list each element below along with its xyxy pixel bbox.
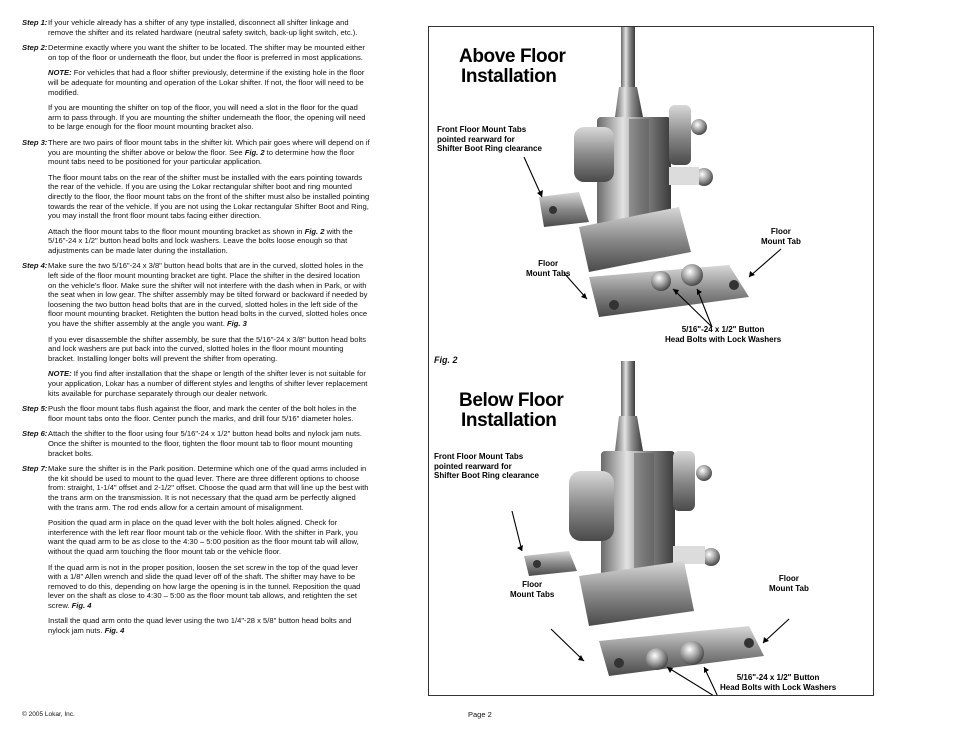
below-bolts-line-1: 5/16"-24 x 1/2" Button: [736, 673, 820, 682]
step-4-label: Step 4:: [22, 261, 48, 271]
above-front-line-2: pointed rearward for: [437, 134, 515, 144]
step-2: [22, 43, 370, 62]
above-tabs-line-1: Floor: [538, 259, 559, 268]
step-4-note-text: If you find after installation that the shape or length of the shifter lever is not suitable for your application, Lokar has a number of different styles and lengths of shifter lever replacement kits available for purchase separately through our dealer network.: [48, 369, 368, 398]
above-bolts-line-1: 5/16"-24 x 1/2" Button: [681, 325, 765, 334]
above-tab-line-1: Floor: [770, 227, 791, 236]
step-3-para-3-a: Attach the floor mount tabs to the floor mount mounting bracket as shown in: [48, 226, 305, 236]
step-4-note: [48, 369, 370, 398]
step-3: [22, 138, 370, 167]
step-7-para-4-ref: Fig. 4: [104, 626, 125, 636]
below-tabs-line-1: Floor: [522, 580, 543, 589]
step-3-para-3-b: with the 5/16"-24 x 1/2" button head bolts and lock washers. Leave the bolts loose enough so that adjustments can be made later during the installation.: [48, 226, 353, 255]
above-tab-line-2: Mount Tab: [761, 236, 801, 246]
below-tabs-line-2: Mount Tabs: [510, 589, 555, 599]
step-3-fig-ref: Fig. 2: [244, 147, 265, 157]
above-floor-heading: [459, 47, 565, 87]
step-4-text: Make sure the two 5/16"-24 x 3/8" button head bolts that are in the curved, slotted holes in the left side of the floor mount mounting bracket are tight. Place the shifter in the desired location on the vehicle's floor. Make sure the shifter will not interfere with the dash when in Park, or with the seat when in low gear. The shifter assembly may be tilted forward or backward if needed by loosening the two button head bolts that are in the curved, slotted holes in the left side of the floor mount mounting bracket. Retighten the button head bolts in the curved, slotted holes once you have the shifter assembly at the angle you want.: [48, 261, 368, 329]
above-heading-line-1: Above Floor: [459, 46, 566, 67]
step-2-note-text: For vehicles that had a floor shifter previously, determine if the existing hole in the floor will be adequate for mounting and operation of the Lokar shifter. If not, the floor will need to be modified.: [48, 68, 365, 97]
below-bolts-callout: [720, 673, 836, 692]
step-5-text: Push the floor mount tabs flush against the floor, and mark the center of the bolt holes in the floor mount tabs onto the floor. Center punch the marks, and drill four 5/16" diameter holes.: [48, 404, 357, 423]
step-1-text: If your vehicle already has a shifter of any type installed, disconnect all shifter linkage and remove the shifter and its related hardware (neutral safety switch, back-up light switch, etc.).: [48, 18, 358, 37]
step-6-text: Attach the shifter to the floor using four 5/16"-24 x 1/2" button head bolts and nylock jam nuts. Once the shifter is mounted to the floor, tighten the floor mount tab to floor mount mounting bracket bolts.: [48, 429, 362, 458]
above-heading-line-2: Installation: [461, 66, 557, 87]
above-floor-mount-tab-callout: [761, 227, 801, 246]
step-7-text: Make sure the shifter is in the Park position. Determine which one of the quad arms included in the kit should be used to mount to the quad lever. There are three different options to choose from: straight, 1-1/4" offset and 2-1/2" offset. Choose the quad arm that will line up the best with the trans arm on the transmission. It is not necessary that the quad arm be perfectly aligned with the trans arm. The rod ends allow for a certain amount of misalignment.: [48, 464, 369, 512]
step-7-para-4: [48, 616, 370, 635]
step-4: [22, 261, 370, 328]
step-2-text: Determine exactly where you want the shifter to be located. The shifter may be mounted either on top of the floor or underneath the floor, but under the floor is preferred in most applications.: [48, 43, 365, 62]
below-heading-line-2: Installation: [461, 410, 557, 431]
below-tab-line-1: Floor: [778, 574, 799, 583]
below-tab-line-2: Mount Tab: [769, 583, 809, 593]
below-front-line-2: pointed rearward for: [434, 461, 512, 471]
step-3-label: Step 3:: [22, 137, 48, 147]
step-7-para-4-a: Install the quad arm onto the quad lever using the two 1/4"-28 x 5/8" button head bolts and nylock jam nuts.: [48, 616, 352, 636]
below-floor-mount-tabs-callout: [510, 580, 554, 599]
step-3-text-b: to determine how the floor mount tabs need to be positioned for your particular application.: [48, 147, 355, 167]
above-bolts-line-2: Head Bolts with Lock Washers: [665, 334, 782, 344]
step-7: [22, 464, 370, 512]
below-bolts-line-2: Head Bolts with Lock Washers: [720, 682, 837, 692]
below-front-line-1: Front Floor Mount Tabs: [434, 452, 524, 461]
below-floor-mount-tab-callout: [769, 574, 809, 593]
above-front-line-1: Front Floor Mount Tabs: [437, 125, 527, 134]
figure-label: Fig. 2: [434, 355, 458, 365]
step-7-para-3-ref: Fig. 4: [71, 600, 92, 610]
step-3-para-3-ref: Fig. 2: [304, 226, 325, 236]
step-6-label: Step 6:: [22, 429, 48, 439]
above-bolts-callout: [665, 325, 781, 344]
step-2-note-label: NOTE:: [48, 68, 72, 78]
below-heading-line-1: Below Floor: [459, 390, 564, 411]
step-3-text-a: There are two pairs of floor mount tabs in the shifter kit. Which pair goes where will depend on if you are mounting the shifter above or below the floor. See: [48, 137, 370, 157]
step-1-label: Step 1:: [22, 18, 48, 27]
step-2-para-2: If you are mounting the shifter on top of the floor, you will need a slot in the floor for the quad arm to pass through. If you are mounting the shifter underneath the floor, the opening will need to be large enough for the floor mount mounting bracket also.: [48, 103, 366, 132]
step-4-fig-ref: Fig. 3: [226, 319, 247, 329]
below-front-tabs-callout: [434, 452, 539, 481]
step-4-note-label: NOTE:: [48, 369, 72, 379]
step-7-para-2: Position the quad arm in place on the quad lever with the bolt holes aligned. Check for interference with the left rear floor mount tab or the vehicle floor. With the shifter in Park, you want the quad arm to be as close to the 4:30 – 5:00 position as the floor mount tab will allow, without the quad arm touching the floor mount tab or the vehicle floor.: [48, 518, 359, 556]
step-5: [22, 404, 370, 423]
step-7-para-3: [48, 563, 370, 611]
figure-2-box: [428, 26, 874, 696]
copyright: © 2005 Lokar, Inc.: [22, 711, 75, 718]
step-3-para-2: The floor mount tabs on the rear of the shifter must be installed with the ears pointing towards the rear of the vehicle. If you are using the Lokar rectangular shifter boot and ring mounted directly to the floor, the floor mount tabs on the front of the shifter must also be installed pointing towards the rear of the vehicle. If you are not using the Lokar rectangular Shifter Boot and Ring, you may install the front floor mount tabs facing either direction.: [48, 172, 370, 221]
below-front-line-3: Shifter Boot Ring clearance: [434, 471, 539, 480]
step-5-label: Step 5:: [22, 404, 48, 414]
step-3-para-3: [48, 227, 370, 256]
above-front-tabs-callout: [437, 125, 542, 154]
step-1: [22, 18, 370, 37]
step-2-note: [48, 68, 370, 97]
above-front-line-3: Shifter Boot Ring clearance: [437, 144, 542, 153]
page-number: Page 2: [468, 710, 492, 719]
step-2-label: Step 2:: [22, 43, 48, 53]
instructions-column: [22, 18, 370, 642]
step-7-para-3-a: If the quad arm is not in the proper position, loosen the set screw in the top of the quad lever with a 1/8" Allen wrench and slide the quad lever off of the shaft. The shifter may have to be removed to do this, depending on how large the opening is in the tunnel. Reposition the quad lever on the shaft as close to 4:30 – 5:00 as the floor mount tab allows, and retighten the set screw.: [48, 562, 361, 610]
below-floor-heading: [459, 391, 563, 431]
above-floor-mount-tabs-callout: [526, 259, 570, 278]
step-7-label: Step 7:: [22, 464, 48, 474]
step-4-para-2: If you ever disassemble the shifter assembly, be sure that the 5/16"-24 x 3/8" button head bolts and lock washers are put back into the curved, slotted holes in the floor mount mounting bracket. Installing longer bolts will prevent the shifter from operating.: [48, 334, 367, 363]
above-tabs-line-2: Mount Tabs: [526, 268, 571, 278]
step-6: [22, 429, 370, 458]
